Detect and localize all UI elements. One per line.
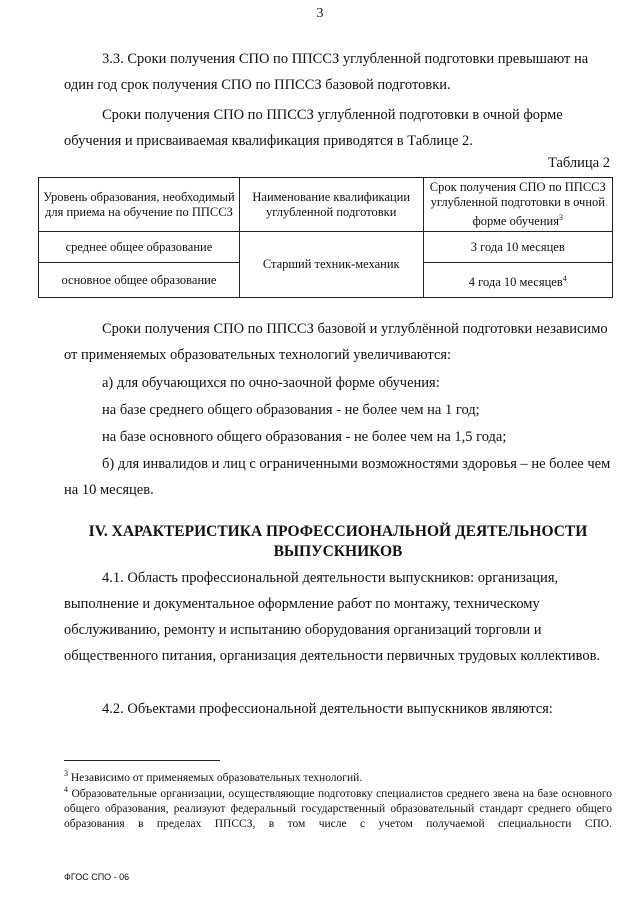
table-caption: Таблица 2 (547, 155, 610, 171)
paragraph-item-a: а) для обучающихся по очно-заочной форме обучения: (102, 375, 440, 391)
paragraph-4-2: 4.2. Объектами профессиональной деятельности выпускников являются: (102, 701, 553, 717)
cell-term (423, 232, 612, 263)
cell-term (423, 263, 612, 298)
table-row (39, 232, 613, 263)
header-term (423, 178, 612, 232)
header-education-level: Уровень образования, необходимый для приема на обучение по ППССЗ (39, 178, 240, 232)
paragraph-table-intro: Сроки получения СПО по ППССЗ углубленной подготовки в очной форме обучения и присваиваемая квалификация приводятся в Таблице 2. (64, 107, 563, 149)
paragraph-item-b: б) для инвалидов и лиц с ограниченными возможностями здоровья – не более чем на 10 месяцев. (64, 456, 611, 498)
footnote-4 (64, 782, 612, 832)
paragraph-basic-base: на базе основного общего образования - не более чем на 1,5 года; (102, 429, 507, 445)
footnote-divider (64, 760, 220, 761)
qualification-table (38, 177, 613, 298)
footnote-mark-3: 3 (558, 213, 563, 222)
table-header-row (39, 178, 613, 232)
cell-qualification: Старший техник-механик (239, 232, 423, 298)
section-title: IV. ХАРАКТЕРИСТИКА ПРОФЕССИОНАЛЬНОЙ ДЕЯТЕЛЬНОСТИ ВЫПУСКНИКОВ (88, 523, 588, 560)
footnote-mark-4: 4 (562, 273, 567, 283)
footer-code: ФГОС СПО - 06 (64, 872, 130, 882)
cell-term-text: 4 года 10 месяцев (468, 274, 563, 289)
cell-education-level: основное общее образование (39, 263, 240, 298)
footnote-mark: 3 (64, 769, 68, 778)
footnote-text: Образовательные организации, осуществляющие подготовку специалистов среднего звена на базе основного общего образования, реализуют федеральный государственный образовательный стандарт среднего общего образования в пределах ППССЗ, в том числе с учетом получаемой специальности СПО. (64, 787, 613, 830)
cell-education-level: среднее общее образование (39, 232, 240, 263)
header-qualification: Наименование квалификации углубленной подготовки (239, 178, 423, 232)
paragraph-3-3: 3.3. Сроки получения СПО по ППССЗ углубленной подготовки превышают на один год срок получения СПО по ППССЗ базовой подготовки. (64, 51, 589, 93)
footnote-mark: 4 (64, 785, 68, 794)
cell-term-text: 3 года 10 месяцев (470, 239, 565, 254)
footnote-text: Независимо от применяемых образовательных технологий. (70, 771, 363, 784)
paragraph-terms-increase: Сроки получения СПО по ППССЗ базовой и углублённой подготовки независимо от применяемых образовательных технологий увеличиваются: (64, 321, 608, 363)
paragraph-secondary-base: на базе среднего общего образования - не более чем на 1 год; (102, 402, 480, 418)
page-number: 3 (316, 6, 324, 21)
paragraph-4-1: 4.1. Область профессиональной деятельности выпускников: организация, выполнение и документальное оформление работ по монтажу, техническому обслуживанию, ремонту и испытанию оборудования организаций торговли и общественного питания, организация деятельности первичных трудовых коллективов. (64, 570, 601, 664)
header-term-text: Срок получения СПО по ППССЗ углубленной подготовки в очной форме обучения (429, 180, 606, 229)
